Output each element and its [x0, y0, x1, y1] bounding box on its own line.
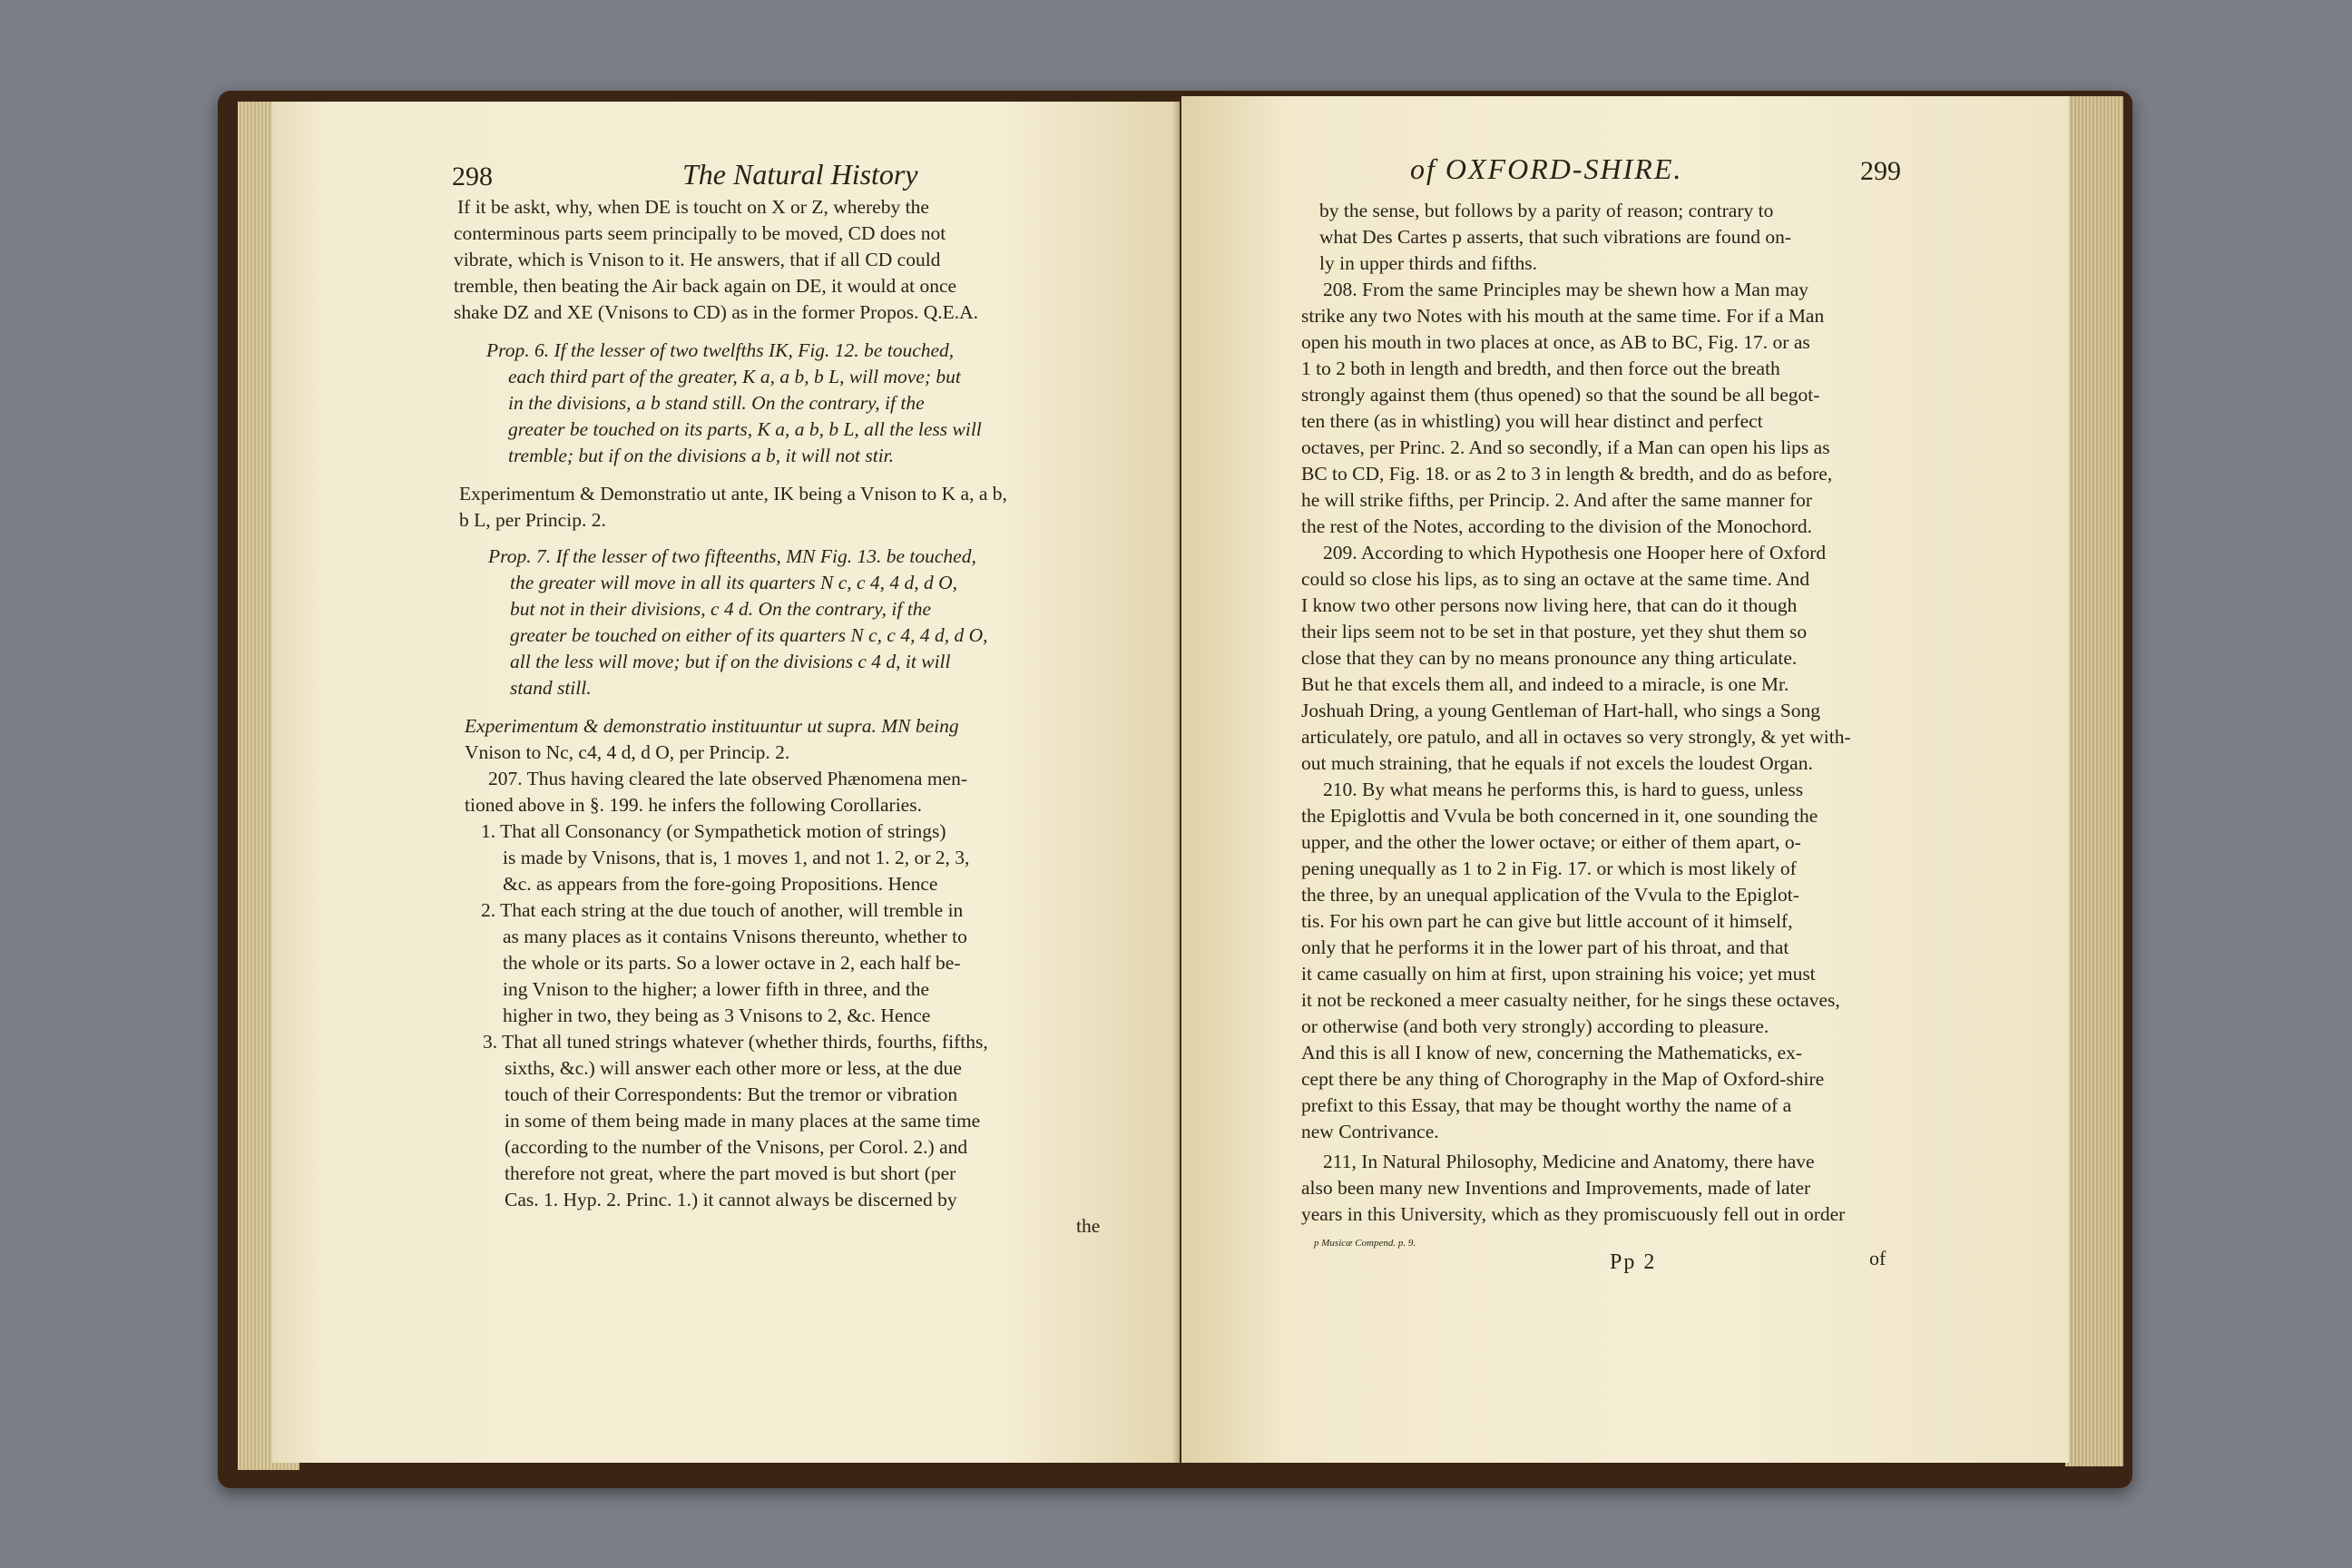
text-line: could so close his lips, as to sing an octave at the same time. And [1301, 568, 1810, 590]
page-edges-right [2065, 96, 2123, 1466]
catchword: the [1076, 1215, 1101, 1237]
left-running-head: The Natural History [682, 158, 918, 191]
text-line: 2. That each string at the due touch of another, will tremble in [481, 899, 964, 921]
text-line: octaves, per Princ. 2. And so secondly, if a Man can open his lips as [1301, 436, 1830, 458]
text-line: touch of their Correspondents: But the tremor or vibration [505, 1083, 958, 1105]
text-line: 3. That all tuned strings whatever (whether thirds, fourths, fifths, [483, 1031, 988, 1053]
left-page-number: 298 [452, 162, 493, 191]
text-line: or otherwise (and both very strongly) according to pleasure. [1301, 1015, 1769, 1037]
text-line: each third part of the greater, K a, a b, b L, will move; but [508, 366, 961, 387]
right-page [1181, 96, 2069, 1463]
text-line: the Epiglottis and Vvula be both concerned in it, one sounding the [1301, 805, 1818, 827]
text-line: &c. as appears from the fore-going Propositions. Hence [503, 873, 938, 895]
text-line: by the sense, but follows by a parity of reason; contrary to [1319, 200, 1774, 221]
text-line: 1 to 2 both in length and bredth, and then force out the breath [1301, 358, 1780, 379]
signature-mark: Pp 2 [1610, 1250, 1657, 1274]
text-line: greater be touched on its parts, K a, a b, b L, all the less will [508, 418, 982, 440]
text-line: in some of them being made in many places at the same time [505, 1110, 981, 1132]
text-line: ten there (as in whistling) you will hear distinct and perfect [1301, 410, 1763, 432]
text-line: 208. From the same Principles may be shewn how a Man may [1323, 279, 1809, 300]
text-line: upper, and the other the lower octave; or either of them apart, o- [1301, 831, 1801, 853]
text-line: 211, In Natural Philosophy, Medicine and Anatomy, there have [1323, 1151, 1815, 1172]
text-line: their lips seem not to be set in that posture, yet they shut them so [1301, 621, 1808, 642]
text-line: tremble; but if on the divisions a b, it will not stir. [508, 445, 895, 466]
text-line: also been many new Inventions and Improvements, made of later [1301, 1177, 1811, 1199]
text-line: is made by Vnisons, that is, 1 moves 1, and not 1. 2, or 2, 3, [503, 847, 970, 868]
text-line: BC to CD, Fig. 18. or as 2 to 3 in length & bredth, and do as before, [1301, 463, 1833, 485]
text-line: prefixt to this Essay, that may be thought worthy the name of a [1301, 1094, 1792, 1116]
text-line: it not be reckoned a meer casualty neither, for he sings these octaves, [1301, 989, 1840, 1011]
text-line: therefore not great, where the part moved is but short (per [505, 1162, 956, 1184]
text-line: it came casually on him at first, upon straining his voice; yet must [1301, 963, 1816, 985]
text-line: tis. For his own part he can give but little account of it himself, [1301, 910, 1793, 932]
text-line: the rest of the Notes, according to the division of the Monochord. [1301, 515, 1813, 537]
text-line: 210. By what means he performs this, is hard to guess, unless [1323, 779, 1804, 800]
text-line: (according to the number of the Vnisons, per Corol. 2.) and [505, 1136, 968, 1158]
text-line: pening unequally as 1 to 2 in Fig. 17. or which is most likely of [1301, 858, 1797, 879]
text-line: as many places as it contains Vnisons thereunto, whether to [503, 926, 967, 947]
text-line: b L, per Princip. 2. [459, 509, 606, 531]
text-line: cept there be any thing of Chorography in the Map of Oxford-shire [1301, 1068, 1825, 1090]
text-line: ing Vnison to the higher; a lower fifth in three, and the [503, 978, 930, 1000]
text-line: strongly against them (thus opened) so that the sound be all begot- [1301, 384, 1820, 406]
text-line: ly in upper thirds and fifths. [1319, 252, 1538, 274]
text-line: higher in two, they being as 3 Vnisons to 2, &c. Hence [503, 1004, 931, 1026]
text-line: in the divisions, a b stand still. On the contrary, if the [508, 392, 925, 414]
text-line: strike any two Notes with his mouth at the same time. For if a Man [1301, 305, 1825, 327]
left-page [272, 102, 1180, 1463]
right-running-head: of OXFORD-SHIRE. [1410, 152, 1683, 185]
footnote: p Musicæ Compend. p. 9. [1314, 1238, 1416, 1249]
text-line: Prop. 7. If the lesser of two fifteenths, MN Fig. 13. be touched, [488, 545, 976, 567]
text-line: articulately, ore patulo, and all in octaves so very strongly, & yet with- [1301, 726, 1851, 748]
text-line: new Contrivance. [1301, 1121, 1439, 1142]
text-line: I know two other persons now living here, that can do it though [1301, 594, 1798, 616]
text-line: Cas. 1. Hyp. 2. Princ. 1.) it cannot always be discerned by [505, 1189, 957, 1210]
text-line: But he that excels them all, and indeed to a miracle, is one Mr. [1301, 673, 1789, 695]
text-line: Vnison to Nc, c4, 4 d, d O, per Princip. 2. [465, 741, 790, 763]
text-line: he will strike fifths, per Princip. 2. And after the same manner for [1301, 489, 1813, 511]
text-line: tremble, then beating the Air back again on DE, it would at once [454, 275, 957, 297]
text-line: all the less will move; but if on the divisions c 4 d, it will [510, 651, 951, 672]
text-line: close that they can by no means pronounce any thing articulate. [1301, 647, 1798, 669]
text-line: the greater will move in all its quarters N c, c 4, 4 d, d O, [510, 572, 958, 593]
text-line: greater be touched on either of its quarters N c, c 4, 4 d, d O, [510, 624, 988, 646]
text-line: conterminous parts seem principally to be moved, CD does not [454, 222, 946, 244]
text-line: out much straining, that he equals if not excels the loudest Organ. [1301, 752, 1813, 774]
text-line: the three, by an unequal application of the Vvula to the Epiglot- [1301, 884, 1799, 906]
text-line: Prop. 6. If the lesser of two twelfths IK, Fig. 12. be touched, [486, 339, 955, 361]
text-line: vibrate, which is Vnison to it. He answers, that if all CD could [454, 249, 941, 270]
text-line: years in this University, which as they promiscuously fell out in order [1301, 1203, 1846, 1225]
text-line: shake DZ and XE (Vnisons to CD) as in the former Propos. Q.E.A. [454, 301, 979, 323]
text-line: the whole or its parts. So a lower octave in 2, each half be- [503, 952, 961, 974]
text-line: Joshuah Dring, a young Gentleman of Hart-hall, who sings a Song [1301, 700, 1821, 721]
right-page-number: 299 [1860, 156, 1901, 186]
text-line: only that he performs it in the lower part of his throat, and that [1301, 936, 1789, 958]
text-line: tioned above in §. 199. he infers the following Corollaries. [465, 794, 922, 816]
text-line: And this is all I know of new, concerning the Mathematicks, ex- [1301, 1042, 1803, 1063]
text-line: If it be askt, why, when DE is toucht on X or Z, whereby the [457, 196, 929, 218]
text-line: open his mouth in two places at once, as AB to BC, Fig. 17. or as [1301, 331, 1810, 353]
text-line: what Des Cartes p asserts, that such vibrations are found on- [1319, 226, 1792, 248]
catchword: of [1869, 1247, 1886, 1269]
text-line: stand still. [510, 677, 592, 699]
text-line: Experimentum & demonstratio instituuntur ut supra. MN being [465, 715, 959, 737]
text-line: Experimentum & Demonstratio ut ante, IK being a Vnison to K a, a b, [459, 483, 1007, 505]
text-line: 1. That all Consonancy (or Sympathetick motion of strings) [481, 820, 946, 842]
text-line: sixths, &c.) will answer each other more or less, at the due [505, 1057, 962, 1079]
text-line: but not in their divisions, c 4 d. On the contrary, if the [510, 598, 932, 620]
text-line: 209. According to which Hypothesis one Hooper here of Oxford [1323, 542, 1827, 564]
text-line: 207. Thus having cleared the late observed Phænomena men- [488, 768, 967, 789]
